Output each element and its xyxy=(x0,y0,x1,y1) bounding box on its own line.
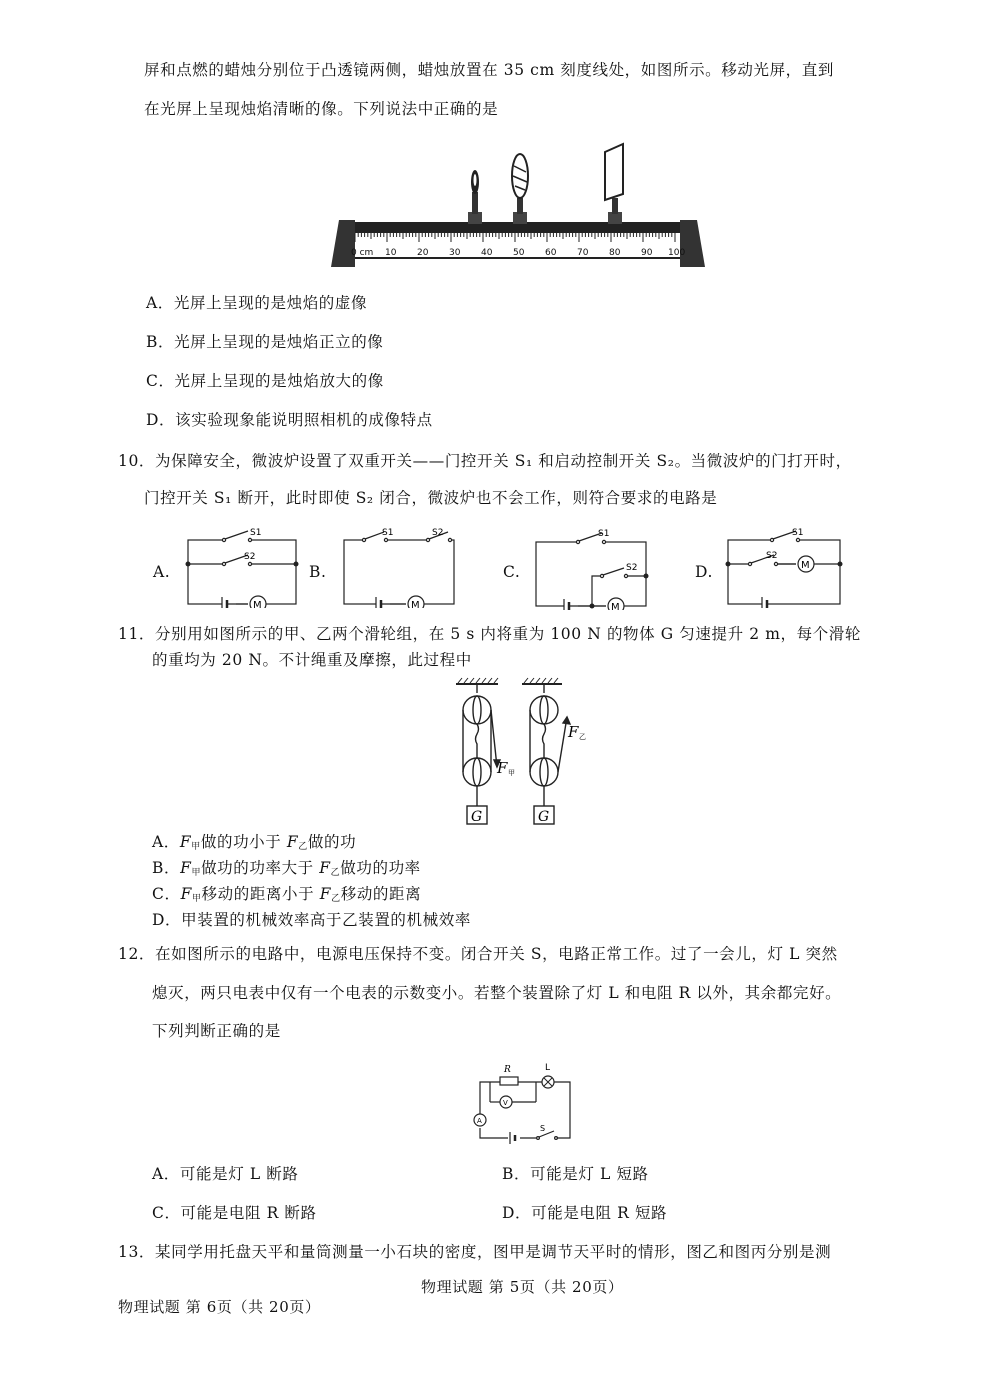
switch-s2-label: S2 xyxy=(626,563,638,573)
q11-option-a[interactable]: A．F甲做的功小于 F乙做的功 xyxy=(152,833,357,852)
switch-s1-label: S1 xyxy=(598,529,610,539)
circuit-q12 xyxy=(470,1058,575,1144)
candle xyxy=(468,170,482,224)
q13-text-line1: 13．某同学用托盘天平和量筒测量一小石块的密度，图甲是调节天平时的情形，图乙和图丙分别是测 xyxy=(118,1243,832,1261)
pulley-system-figure xyxy=(452,677,602,829)
weight-b-label: G xyxy=(538,809,550,825)
ruler-label-0: 0 cm xyxy=(351,248,374,258)
switch-s1-label: S1 xyxy=(382,528,394,538)
motor-label: M xyxy=(801,560,810,571)
circuit-d[interactable] xyxy=(724,524,846,608)
footer-left-page: 物理试题 第 6页（共 20页） xyxy=(118,1298,321,1316)
q9-text-line2: 在光屏上呈现烛焰清晰的像。下列说法中正确的是 xyxy=(144,100,499,118)
q11-option-c[interactable]: C．F甲移动的距离小于 F乙移动的距离 xyxy=(152,885,422,904)
circuit-c[interactable] xyxy=(532,526,657,610)
q11-option-d[interactable]: D．甲装置的机械效率高于乙装置的机械效率 xyxy=(152,911,471,929)
pulley-group-b xyxy=(530,684,570,824)
circuit-a[interactable] xyxy=(182,526,302,608)
q9-text-line1: 屏和点燃的蜡烛分别位于凸透镜两侧，蜡烛放置在 35 cm 刻度线处，如图所示。移动光屏，直到 xyxy=(144,61,834,79)
switch-s-label: S xyxy=(540,1124,546,1133)
optical-bench-figure xyxy=(325,142,710,272)
lamp-label: L xyxy=(545,1063,551,1073)
q12-text-line3: 下列判断正确的是 xyxy=(152,1022,281,1040)
ruler-label-80: 80 xyxy=(609,248,621,258)
q9-option-a[interactable]: A．光屏上呈现的是烛焰的虚像 xyxy=(146,294,368,312)
switch-s2-label: S2 xyxy=(766,551,778,561)
q11-text-line2: 的重均为 20 N。不计绳重及摩擦，此过程中 xyxy=(152,651,472,669)
ruler-label-90: 90 xyxy=(641,248,653,258)
q12-option-c[interactable]: C．可能是电阻 R 断路 xyxy=(152,1204,317,1222)
q12-text-line1: 12．在如图所示的电路中，电源电压保持不变。闭合开关 S，电路正常工作。过了一会儿，灯 L 突然 xyxy=(118,945,838,963)
q10-label-c[interactable]: C. xyxy=(503,563,521,581)
q10-text-line2: 门控开关 S₁ 断开，此时即使 S₂ 闭合，微波炉也不会工作，则符合要求的电路是 xyxy=(144,489,718,507)
force-a-sub: 甲 xyxy=(508,769,515,777)
q11-text-line1: 11．分别用如图所示的甲、乙两个滑轮组，在 5 s 内将重为 100 N 的物体 G 匀速提升 2 m，每个滑轮 xyxy=(118,625,861,643)
q12-option-d[interactable]: D．可能是电阻 R 短路 xyxy=(502,1204,668,1222)
ruler-label-100: 100 xyxy=(668,248,686,258)
switch-s1-label: S1 xyxy=(250,528,262,538)
q12-option-a[interactable]: A．可能是灯 L 断路 xyxy=(152,1165,299,1183)
footer-center-page: 物理试题 第 5页（共 20页） xyxy=(421,1278,624,1296)
ruler-label-60: 60 xyxy=(545,248,557,258)
ruler-label-40: 40 xyxy=(481,248,493,258)
pulley-group-a xyxy=(463,684,500,824)
resistor-label: R xyxy=(504,1065,511,1075)
q10-text-line1: 10．为保障安全，微波炉设置了双重开关——门控开关 S₁ 和启动控制开关 S₂。当微波炉的门打开时， xyxy=(118,452,852,470)
convex-lens xyxy=(512,154,528,224)
q10-label-b[interactable]: B. xyxy=(309,563,327,581)
ruler-label-20: 20 xyxy=(417,248,429,258)
ruler-label-30: 30 xyxy=(449,248,461,258)
switch-s1-label: S1 xyxy=(792,528,804,538)
voltmeter-label: V xyxy=(503,1099,508,1107)
q10-label-d[interactable]: D. xyxy=(695,563,714,581)
q12-option-b[interactable]: B．可能是灯 L 短路 xyxy=(502,1165,649,1183)
ruler-label-10: 10 xyxy=(385,248,397,258)
force-a-label: F xyxy=(497,759,508,777)
q9-option-c[interactable]: C．光屏上呈现的是烛焰放大的像 xyxy=(146,372,384,390)
motor-label: M xyxy=(611,602,620,610)
force-b-label: F xyxy=(568,723,579,741)
ruler-label-50: 50 xyxy=(513,248,525,258)
switch-s2-label: S2 xyxy=(244,552,256,562)
ammeter-label: A xyxy=(477,1117,482,1125)
q9-option-d[interactable]: D．该实验现象能说明照相机的成像特点 xyxy=(146,411,433,429)
q12-text-line2: 熄灭，两只电表中仅有一个电表的示数变小。若整个装置除了灯 L 和电阻 R 以外，其余都完好。 xyxy=(152,984,842,1002)
motor-label: M xyxy=(411,600,420,608)
q10-label-a[interactable]: A. xyxy=(153,563,171,581)
motor-label: M xyxy=(253,600,262,608)
ruler-label-70: 70 xyxy=(577,248,589,258)
weight-a-label: G xyxy=(471,809,483,825)
force-b-sub: 乙 xyxy=(579,733,586,741)
circuit-b[interactable] xyxy=(338,526,463,608)
light-screen xyxy=(605,144,623,224)
q11-option-b[interactable]: B．F甲做功的功率大于 F乙做功的功率 xyxy=(152,859,421,878)
q9-option-b[interactable]: B．光屏上呈现的是烛焰正立的像 xyxy=(146,333,384,351)
switch-s2-label: S2 xyxy=(432,528,444,538)
